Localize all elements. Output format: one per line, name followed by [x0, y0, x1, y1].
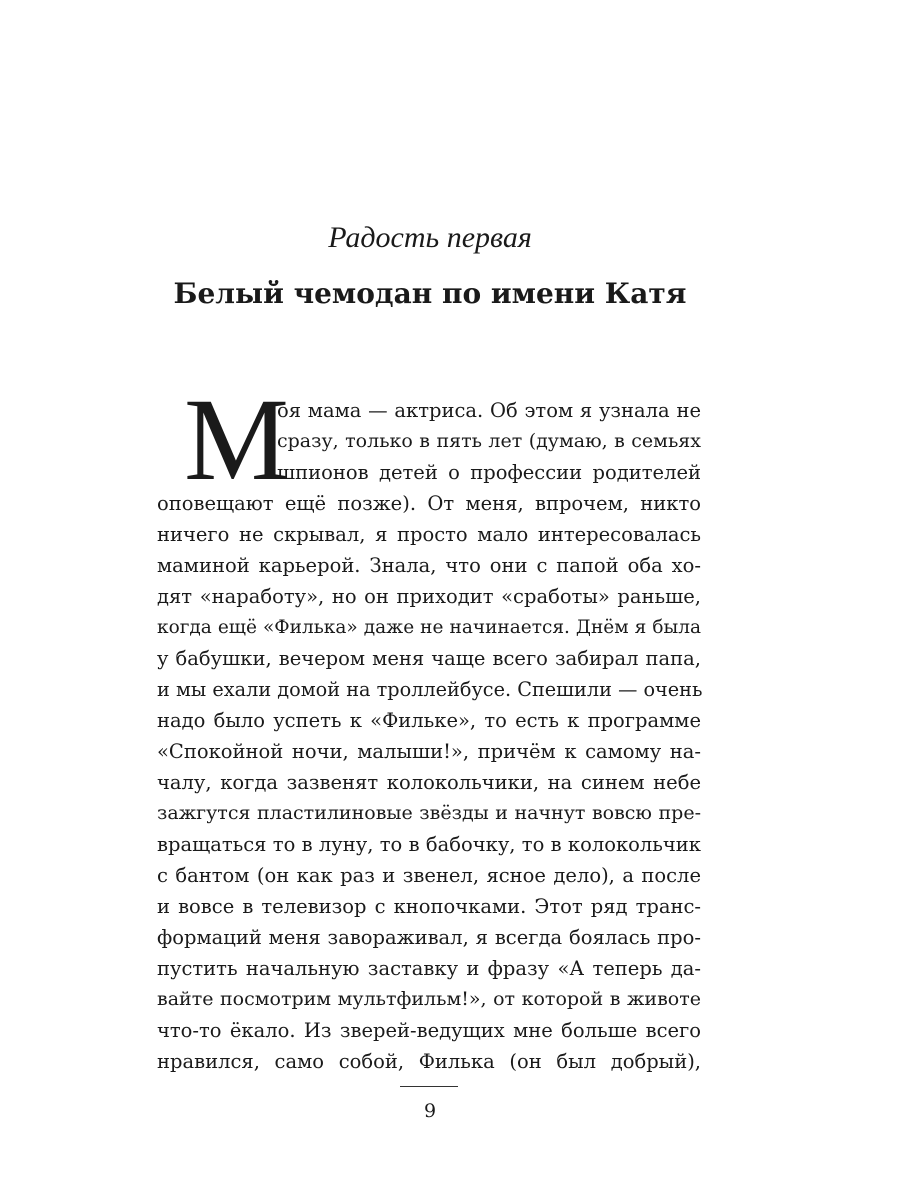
- text-line: вайте посмотрим мультфильм!», от которой в животе: [157, 988, 701, 1010]
- text-line: шпионов детей о профессии родителей: [277, 461, 701, 484]
- text-line: и вовсе в телевизор с кнопочками. Этот ряд транс-: [157, 895, 701, 918]
- text-line: вращаться то в луну, то в бабочку, то в колокольчик: [157, 833, 701, 856]
- page-number: 9: [423, 1100, 437, 1122]
- drop-cap: М: [184, 374, 289, 505]
- text-line: у бабушки, вечером меня чаще всего забирал папа,: [157, 647, 701, 670]
- text-line: ничего не скрывал, я просто мало интересовалась: [157, 523, 701, 546]
- text-line: когда ещё «Филька» даже не начинается. Днём я была: [157, 617, 701, 638]
- text-line: пустить начальную заставку и фразу «А теперь да-: [157, 957, 701, 980]
- text-line: «Спокойной ночи, малыши!», причём к самому на-: [157, 740, 701, 763]
- text-line: надо было успеть к «Фильке», то есть к программе: [157, 709, 701, 732]
- body-paragraph: [157, 395, 701, 1077]
- chapter-title: Белый чемодан по имени Катя: [173, 277, 687, 310]
- footer-divider: [400, 1086, 458, 1087]
- text-line: дят «наработу», но он приходит «сработы» раньше,: [157, 585, 701, 608]
- text-line: зажгутся пластилиновые звёзды и начнут вовсю пре-: [157, 802, 701, 824]
- text-line: формаций меня завораживал, я всегда боялась про-: [157, 926, 701, 949]
- text-line: сразу, только в пять лет (думаю, в семьях: [277, 430, 701, 452]
- text-line: нравился, само собой, Филька (он был добрый),: [157, 1050, 701, 1073]
- text-line: чалу, когда зазвенят колокольчики, на синем небе: [157, 771, 701, 794]
- text-line: маминой карьерой. Знала, что они с папой оба хо-: [157, 554, 701, 577]
- text-line: с бантом (он как раз и звенел, ясное дело), а после: [157, 864, 701, 887]
- text-line: что-то ёкало. Из зверей-ведущих мне больше всего: [157, 1019, 701, 1042]
- chapter-subtitle: Радость первая: [328, 221, 532, 254]
- text-line: и мы ехали домой на троллейбусе. Спешили — очень: [157, 678, 703, 701]
- text-line: оповещают ещё позже). От меня, впрочем, никто: [157, 492, 701, 515]
- text-line: оя мама — актриса. Об этом я узнала не: [277, 399, 701, 422]
